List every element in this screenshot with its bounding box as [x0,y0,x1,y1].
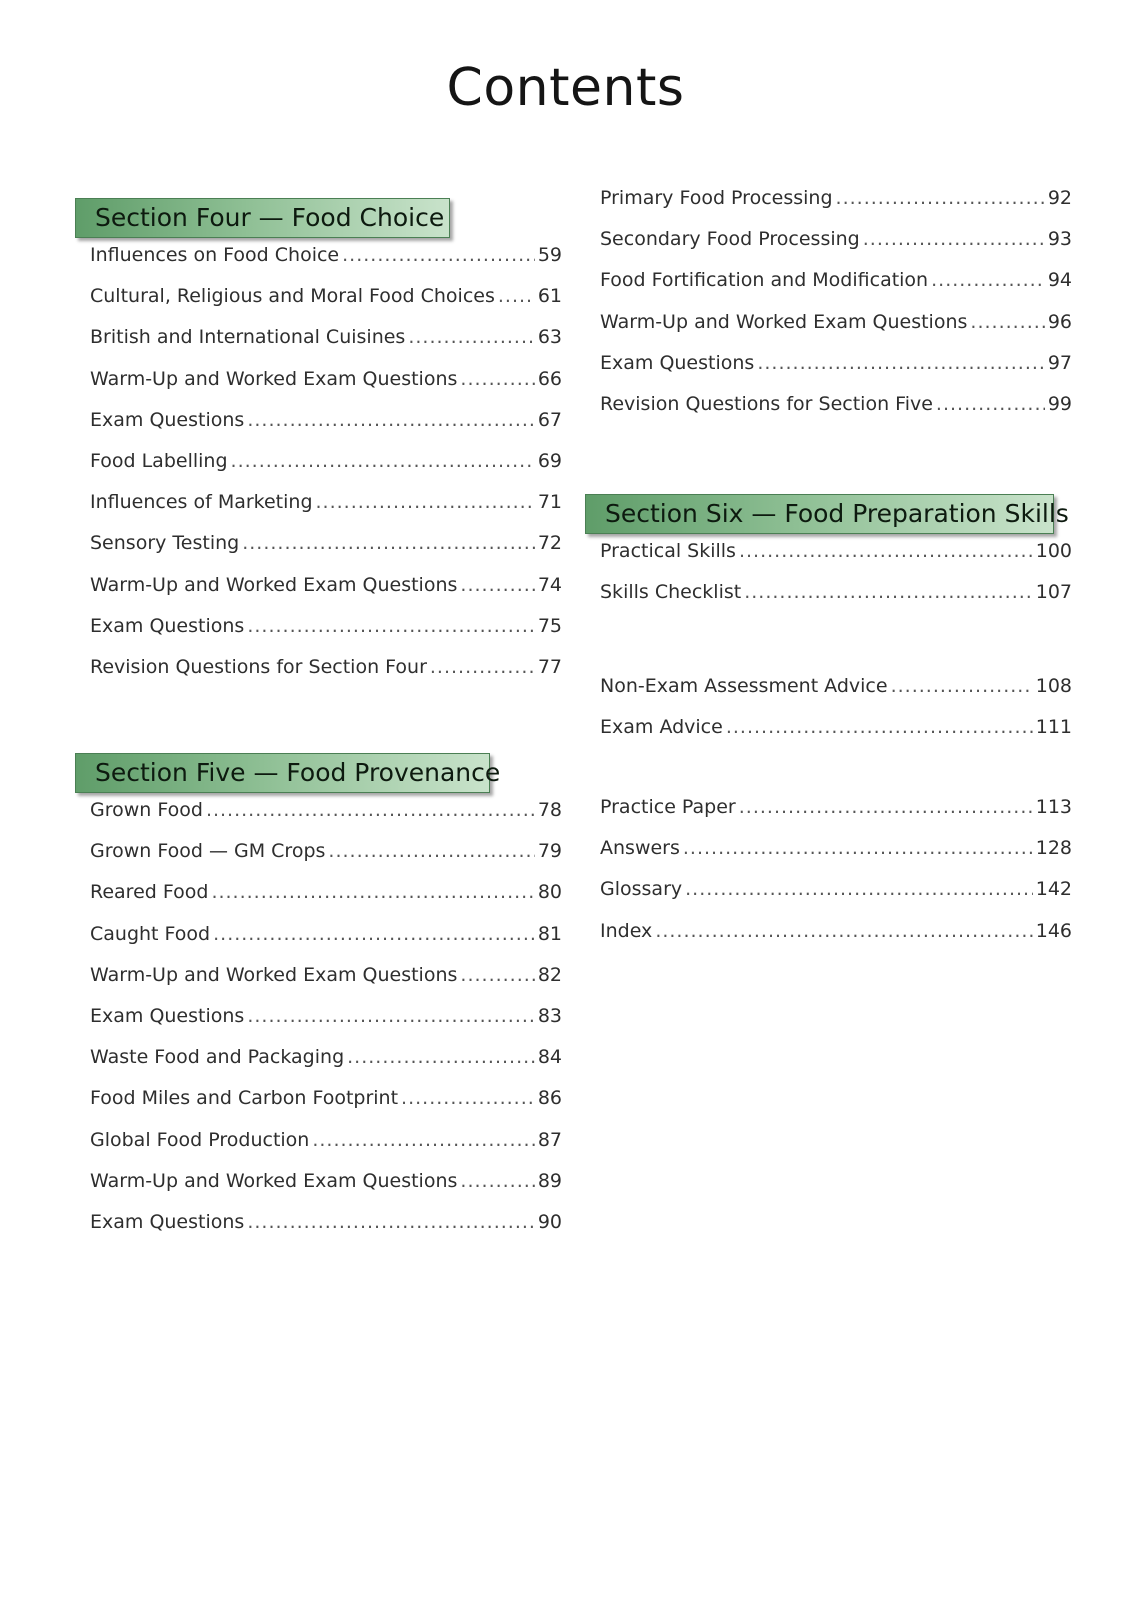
toc-entry-page-number: 84 [537,1046,562,1069]
advice-list [600,675,1072,757]
dot-leader [430,656,535,678]
toc-entry[interactable] [90,1087,562,1128]
dot-leader [460,574,534,596]
toc-entry-page-number: 97 [1047,351,1072,374]
toc-entry-page-number: 146 [1035,919,1072,942]
dot-leader [891,675,1033,697]
section-six-header: Section Six — Food Preparation Skills [585,494,1054,534]
toc-entry-label: Waste Food and Packaging [90,1046,345,1069]
toc-entry[interactable] [600,228,1072,269]
toc-entry-page-number: 111 [1035,716,1072,739]
toc-entry-page-number: 67 [537,408,562,431]
dot-leader [498,285,535,307]
dot-leader [242,532,535,554]
toc-entry[interactable] [90,1046,562,1087]
toc-entry-page-number: 90 [537,1210,562,1233]
toc-entry[interactable] [90,491,562,532]
toc-entry[interactable] [90,881,562,922]
toc-entry-page-number: 99 [1047,392,1072,415]
toc-entry-page-number: 66 [537,367,562,390]
toc-entry-page-number: 77 [537,655,562,678]
toc-entry-label: Primary Food Processing [600,187,833,209]
toc-entry-page-number: 75 [537,614,562,637]
dot-leader [863,228,1045,250]
dot-leader [316,491,535,513]
toc-entry-page-number: 100 [1035,540,1072,562]
toc-entry-label: Warm-Up and Worked Exam Questions [90,1169,458,1192]
toc-entry[interactable] [600,920,1072,961]
dot-leader [936,393,1045,415]
toc-entry-label: Reared Food [90,881,209,904]
section-four-header: Section Four — Food Choice [75,198,450,238]
toc-entry[interactable] [90,368,562,409]
toc-entry-label: Index [600,919,653,942]
toc-entry[interactable] [90,574,562,615]
toc-entry[interactable] [90,532,562,573]
section-six-list [600,540,1072,622]
toc-entry-page-number: 108 [1035,675,1072,697]
toc-entry-page-number: 113 [1035,796,1072,818]
toc-entry-label: Grown Food [90,799,203,821]
toc-entry[interactable] [90,1170,562,1211]
toc-entry-page-number: 93 [1047,228,1072,251]
toc-entry-page-number: 89 [537,1169,562,1192]
toc-entry[interactable] [90,450,562,491]
section-five-continued-list [600,187,1072,434]
toc-entry[interactable] [600,796,1072,837]
toc-entry[interactable] [90,964,562,1005]
toc-entry-label: Exam Questions [90,1004,245,1027]
dot-leader [739,540,1033,562]
toc-entry-label: Global Food Production [90,1128,310,1151]
toc-entry-label: Exam Questions [90,614,245,637]
toc-entry-label: Revision Questions for Section Four [90,655,427,678]
dot-leader [739,796,1033,818]
page-title: Contents [446,58,685,118]
toc-entry-page-number: 59 [537,244,562,266]
toc-entry-label: Secondary Food Processing [600,228,860,251]
toc-entry-label: Exam Questions [90,408,245,431]
toc-entry-page-number: 81 [537,922,562,945]
toc-entry-page-number: 72 [537,532,562,555]
toc-entry[interactable] [90,1211,562,1252]
dot-leader [408,326,534,348]
toc-entry-page-number: 80 [537,881,562,904]
dot-leader [460,368,534,390]
back-matter-list [600,796,1072,961]
toc-entry-label: Exam Questions [90,1210,245,1233]
dot-leader [328,840,534,862]
dot-leader [931,269,1045,291]
dot-leader [231,450,535,472]
toc-entry-page-number: 96 [1047,310,1072,333]
toc-entry-label: Warm-Up and Worked Exam Questions [600,310,968,333]
toc-entry-label: British and International Cuisines [90,326,406,349]
toc-entry-label: Sensory Testing [90,532,240,555]
dot-leader [460,1170,534,1192]
toc-entry-page-number: 61 [537,285,562,308]
toc-entry[interactable] [600,393,1072,434]
toc-entry[interactable] [90,409,562,450]
toc-entry-page-number: 94 [1047,269,1072,292]
toc-entry-label: Non-Exam Assessment Advice [600,675,888,697]
toc-entry[interactable] [600,352,1072,393]
toc-entry[interactable] [600,675,1072,716]
toc-entry[interactable] [600,269,1072,310]
toc-entry[interactable] [90,285,562,326]
dot-leader [213,923,535,945]
toc-entry-page-number: 74 [537,573,562,596]
toc-entry-page-number: 87 [537,1128,562,1151]
dot-leader [757,352,1044,374]
dot-leader [347,1046,535,1068]
toc-entry-page-number: 71 [537,491,562,514]
dot-leader [312,1129,534,1151]
section-five-header: Section Five — Food Provenance [75,753,490,793]
toc-entry[interactable] [600,837,1072,878]
toc-entry-page-number: 82 [537,963,562,986]
toc-entry-label: Influences on Food Choice [90,244,340,266]
toc-entry-label: Warm-Up and Worked Exam Questions [90,367,458,390]
toc-entry-label: Revision Questions for Section Five [600,392,933,415]
dot-leader [247,615,534,637]
dot-leader [685,878,1033,900]
dot-leader [211,881,534,903]
toc-entry-label: Practice Paper [600,796,736,818]
toc-entry-page-number: 79 [537,840,562,863]
dot-leader [247,409,534,431]
dot-leader [401,1087,535,1109]
toc-entry-label: Caught Food [90,922,211,945]
toc-entry-page-number: 128 [1035,837,1072,860]
dot-leader [655,920,1032,942]
section-five-list [90,799,562,1252]
dot-leader [726,716,1033,738]
toc-entry[interactable] [90,615,562,656]
toc-entry[interactable] [600,311,1072,352]
toc-entry[interactable] [600,540,1072,581]
toc-entry-label: Glossary [600,878,683,901]
toc-entry[interactable] [600,878,1072,919]
toc-entry-label: Practical Skills [600,540,736,562]
section-four-list [90,244,562,697]
toc-entry[interactable] [90,799,562,840]
toc-entry-page-number: 78 [537,799,562,821]
dot-leader [970,311,1044,333]
toc-entry-page-number: 83 [537,1004,562,1027]
toc-entry[interactable] [90,923,562,964]
toc-entry-label: Food Fortification and Modification [600,269,929,292]
dot-leader [460,964,534,986]
toc-entry-label: Warm-Up and Worked Exam Questions [90,963,458,986]
toc-entry-label: Skills Checklist [600,581,742,604]
toc-entry-page-number: 107 [1035,581,1072,604]
toc-entry-label: Cultural, Religious and Moral Food Choices [90,285,495,308]
dot-leader [247,1005,534,1027]
toc-entry-page-number: 92 [1047,187,1072,209]
toc-entry-page-number: 142 [1035,878,1072,901]
toc-entry[interactable] [600,187,1072,228]
toc-entry-label: Exam Questions [600,351,755,374]
toc-entry-page-number: 63 [537,326,562,349]
dot-leader [683,837,1033,859]
toc-entry-page-number: 86 [537,1087,562,1110]
toc-entry[interactable] [90,840,562,881]
toc-entry-label: Warm-Up and Worked Exam Questions [90,573,458,596]
toc-entry[interactable] [600,581,1072,622]
dot-leader [744,581,1033,603]
dot-leader [247,1211,534,1233]
dot-leader [836,187,1045,209]
toc-entry-label: Exam Advice [600,716,723,739]
toc-entry-label: Food Labelling [90,449,228,472]
toc-entry[interactable] [90,1129,562,1170]
toc-entry-label: Food Miles and Carbon Footprint [90,1087,399,1110]
toc-entry[interactable] [600,716,1072,757]
toc-entry-label: Answers [600,837,680,860]
toc-entry[interactable] [90,244,562,285]
toc-entry[interactable] [90,1005,562,1046]
dot-leader [342,244,535,266]
dot-leader [206,799,535,821]
toc-entry-label: Grown Food — GM Crops [90,840,326,863]
toc-entry-page-number: 69 [537,449,562,472]
toc-entry[interactable] [90,656,562,697]
toc-entry[interactable] [90,326,562,367]
toc-entry-label: Influences of Marketing [90,491,313,514]
